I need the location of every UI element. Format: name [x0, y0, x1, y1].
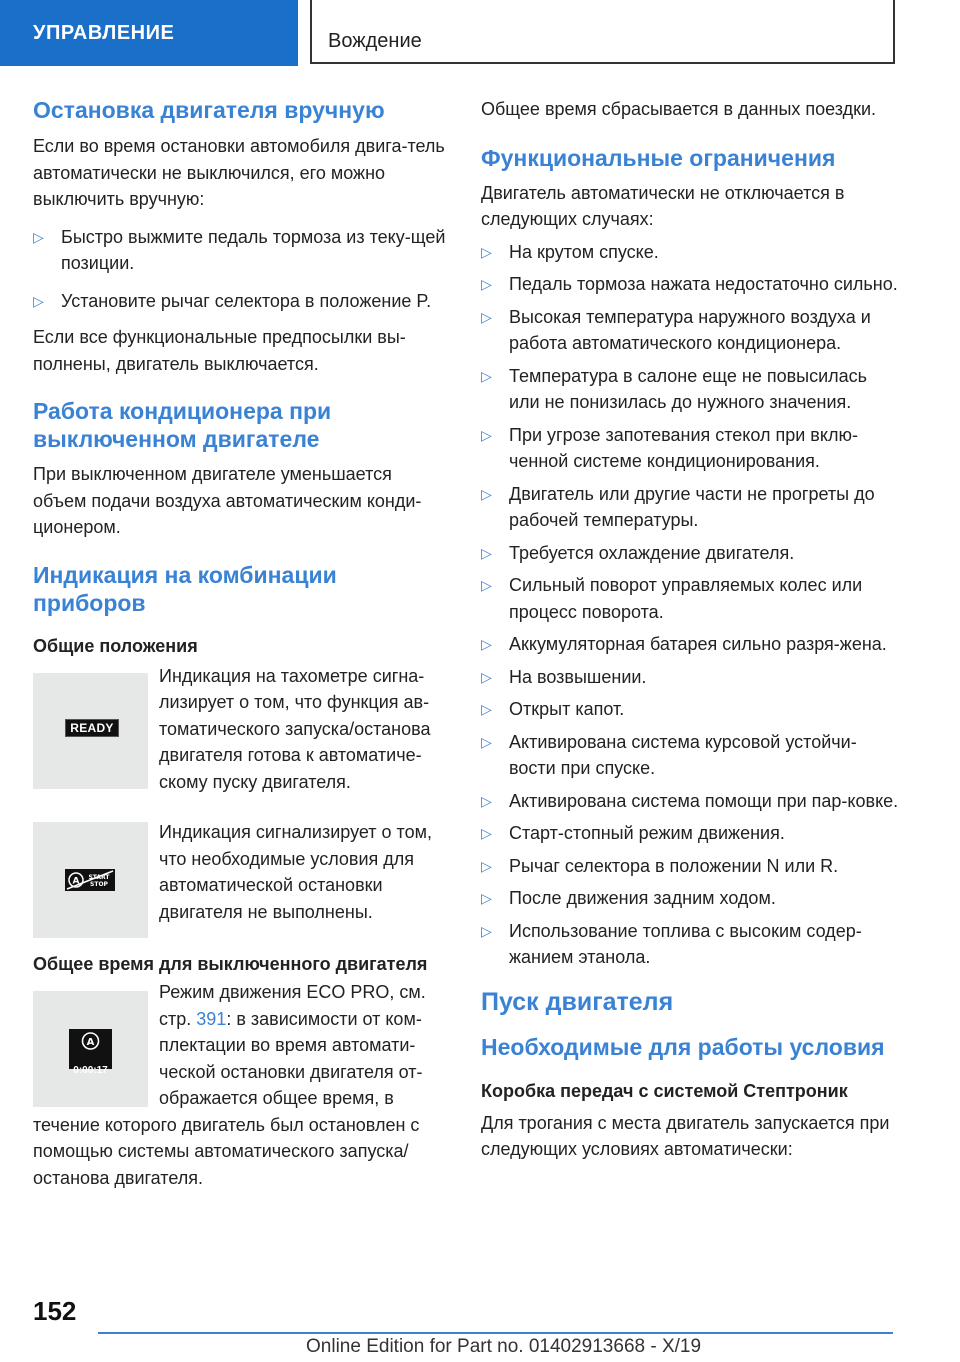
list-item: ▷ Двигатель или другие части не прогреты до рабочей температуры.: [481, 481, 901, 534]
triangle-bullet-icon: ▷: [481, 308, 492, 325]
list-item: ▷ Использование топлива с высоким содер-жанием этанола.: [481, 918, 901, 971]
eco-timer-badge: [69, 1029, 112, 1076]
svg-text:A: A: [86, 1037, 95, 1048]
left-column: [33, 96, 448, 1191]
list-item: ▷ Педаль тормоза нажата недостаточно сильно.: [481, 271, 901, 298]
list-item: ▷ Открыт капот.: [481, 696, 901, 723]
list-item: ▷ Активирована система помощи при пар-ковке.: [481, 788, 901, 815]
paragraph-total-time: Режим движения ECO PRO, см. стр. 391: в зависимости от ком-плектации во время автомати-ческой остановки двигателя от-ображается общее время, в течение которого двигатель был остановлен с помощью системы автоматического запуска/останова двигателя.: [33, 982, 426, 1188]
footer-edition: Online Edition for Part no. 01402913668 - X/19: [306, 1336, 702, 1357]
paragraph-startstop-unavailable: Индикация сигнализирует о том, что необходимые условия для автоматической остановки двигателя не выполнены.: [159, 822, 432, 922]
paragraph-ready: Индикация на тахометре сигна-лизирует о том, что функция ав-томатического запуска/останова двигателя готова к автоматиче-скому пуску двигателя.: [159, 665, 431, 792]
triangle-bullet-icon: ▷: [33, 228, 44, 245]
triangle-bullet-icon: ▷: [481, 890, 492, 906]
triangle-bullet-icon: ▷: [481, 426, 492, 443]
triangle-bullet-icon: ▷: [481, 485, 492, 502]
list-item: ▷ Сильный поворот управляемых колес или процесс поворота.: [481, 572, 901, 625]
right-column: [481, 96, 901, 1163]
list-item: ▷ Установите рычаг селектора в положение P.: [33, 288, 448, 315]
figure-row-eco: [33, 979, 448, 1191]
triangle-bullet-icon: ▷: [481, 922, 492, 939]
ready-indicator-image: [33, 673, 148, 789]
start-stop-crossed-icon: [65, 869, 115, 891]
page-header: [0, 0, 960, 66]
list-manual-stop: [33, 224, 448, 315]
footer-divider: [98, 1332, 893, 1334]
list-item: ▷ На крутом спуске.: [481, 239, 901, 266]
list-item: ▷ Температура в салоне еще не повысилась или не понизилась до нужного значения.: [481, 363, 901, 416]
list-item: ▷ Требуется охлаждение двигателя.: [481, 540, 901, 567]
figure-row-startstop: [33, 811, 448, 927]
heading-instrument-display: Индикация на комбинации приборов: [33, 561, 337, 616]
heading-manual-stop: Остановка двигателя вручную: [33, 97, 385, 123]
triangle-bullet-icon: ▷: [481, 733, 492, 750]
paragraph-time-reset: Общее время сбрасывается в данных поездки.: [481, 99, 877, 119]
paragraph-steptronic: Для трогания с места двигатель запускается при следующих условиях автоматически:: [481, 1112, 890, 1159]
svg-text:STOP: STOP: [90, 881, 108, 888]
triangle-bullet-icon: ▷: [481, 825, 492, 841]
list-item: ▷ На возвышении.: [481, 664, 901, 691]
chapter-tab[interactable]: Вождение: [310, 0, 895, 64]
eco-timer-image: [33, 991, 148, 1107]
ready-badge: READY: [65, 719, 119, 737]
auto-start-stop-icon: [69, 1029, 112, 1053]
triangle-bullet-icon: ▷: [481, 668, 492, 685]
heading-engine-start: Пуск двигателя: [481, 987, 674, 1016]
list-item: ▷ Быстро выжмите педаль тормоза из теку-щей позиции.: [33, 224, 448, 277]
svg-text:START: START: [88, 874, 110, 881]
page-link-391[interactable]: 391: [196, 1008, 227, 1029]
list-item: ▷ Старт-стопный режим движения.: [481, 820, 901, 847]
svg-text:A: A: [72, 876, 80, 887]
heading-ac-engine-off: Работа кондиционера при выключенном двигателе: [33, 398, 332, 452]
triangle-bullet-icon: ▷: [481, 243, 492, 260]
list-item: ▷ Высокая температура наружного воздуха и работа автоматического кондиционера.: [481, 304, 901, 357]
list-item: ▷ После движения задним ходом.: [481, 885, 901, 912]
page-number: 152: [33, 1296, 77, 1326]
triangle-bullet-icon: ▷: [481, 276, 492, 292]
startstop-unavailable-image: [33, 822, 148, 938]
list-item: ▷ Аккумуляторная батарея сильно разря-жена.: [481, 631, 901, 658]
heading-required-conditions: Необходимые для работы условия: [481, 1033, 885, 1060]
heading-total-time: Общее время для выключенного двигателя: [33, 954, 428, 974]
triangle-bullet-icon: ▷: [481, 367, 492, 384]
list-function-limits: [481, 239, 901, 971]
list-item: ▷ При угрозе запотевания стекол при вклю-ченной системе кондиционирования.: [481, 422, 901, 475]
triangle-bullet-icon: ▷: [481, 857, 492, 874]
paragraph-function-limits: Двигатель автоматически не отключается в следующих случаях:: [481, 182, 845, 229]
triangle-bullet-icon: ▷: [481, 577, 492, 593]
heading-steptronic: Коробка передач с системой Стептроник: [481, 1080, 848, 1101]
triangle-bullet-icon: ▷: [481, 544, 492, 561]
triangle-bullet-icon: ▷: [481, 792, 492, 809]
triangle-bullet-icon: ▷: [481, 636, 492, 652]
heading-general: Общие положения: [33, 635, 198, 656]
list-item: ▷ Рычаг селектора в положении N или R.: [481, 853, 901, 880]
paragraph-ac-engine-off: При выключенном двигателе уменьшается объем подачи воздуха автоматическим конди-ционером.: [33, 464, 422, 537]
list-item: ▷ Активирована система курсовой устойчи-вости при спуске.: [481, 729, 901, 782]
triangle-bullet-icon: ▷: [33, 292, 44, 309]
triangle-bullet-icon: ▷: [481, 701, 492, 717]
eco-timer-value: 0:00:17: [73, 1064, 108, 1076]
paragraph-conditions-met: Если все функциональные предпосылки вы-полнены, двигатель выключается.: [33, 327, 406, 374]
section-tab[interactable]: УПРАВЛЕНИЕ: [0, 0, 298, 66]
figure-row-ready: [33, 663, 448, 796]
paragraph-manual-stop: Если во время остановки автомобиля двига-тель автоматически не выключился, его можно выключить вручную:: [33, 136, 445, 209]
heading-function-limits: Функциональные ограничения: [481, 144, 836, 171]
